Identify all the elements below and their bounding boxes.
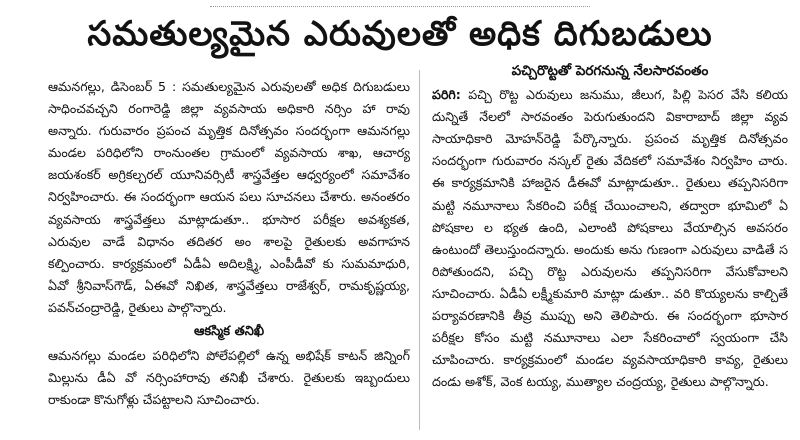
right-paragraph-1 bbox=[432, 84, 788, 393]
left-column bbox=[48, 76, 410, 411]
left-subhead: ఆకస్మిక తనిఖీ bbox=[193, 324, 265, 340]
dateline: ఆమనగల్లు, డిసెంబర్ 5 : bbox=[48, 79, 177, 94]
left-paragraph-2: ఆమనగల్లు మండల పరిధిలోని పోలేపల్లిలో ఉన్న అభిషేక్ కాటన్ జిన్నింగ్ మిల్లును డీఏ వో నర్సింహారావు తనిఖీ చేశారు. రైతులకు ఇబ్బందులు రాకుండా కొనుగోళ్లు చేపట్టాలని సూచించారు. bbox=[48, 348, 410, 408]
left-paragraph-1-text: సమతుల్యమైన ఎరువులతో అధిక దిగుబడులు సాధించవచ్చని రంగారెడ్డి జిల్లా వ్యవసాయ అధికారి నర్సిం హా రావు అన్నారు. గురువారం ప్రపంచ మృత్తిక దినోత్సవం సందర్భంగా ఆమనగల్లు మండల పరిధిలోని రాంనుంతల గ్రామంలో వ్యవసాయ శాఖ, ఆచార్య జయశంకర్ అగ్రికల్చరల్ యూనివర్సిటీ శాస్త్రవేత్తల ఆధ్వర్యంలో సమావేశం నిర్వహించారు. ఈ సందర్భంగా ఆయన పలు సూచనలు చేశారు. అనంతరం వ్యవసాయ శాస్త్రవేత్తలు మాట్లాడుతూ.. భూసార పరీక్షల అవశ్యకత, ఎరువుల వాడే విధానం తదితర అం శాలపై రైతులకు అవగాహన కల్పించారు. కార్యక్రమంలో ఏడీఏ అదిలక్ష్మి, ఎంపీడీవో కు సుమమాధురి, ఏవో శ్రీనివాస్‌గౌడ్, ఏఈవో నిఖిత, శాస్త్రవేత్తలు రాజేశ్వర్, రామకృష్ణయ్య, పవన్‌చంద్రారెడ్డి, రైతులు పాల్గొన్నారు. bbox=[48, 79, 410, 315]
right-kicker: పరిగి: bbox=[432, 87, 461, 103]
left-paragraph-1 bbox=[48, 76, 410, 319]
column-divider bbox=[419, 70, 420, 430]
right-paragraph-1-text: పచ్చి రొట్ట ఎరువులు జనుము, జీలుగ, పిల్లి పెసర వేసి కలియ దున్నితే నేలలో సారవంతం పెరుగుతుందని వికారాబాద్ జిల్లా వ్యవ సాయాధికారి మోహన్‌రెడ్డి పేర్కొన్నారు. ప్రపంచ మృత్తిక దినోత్సవం సందర్భంగా గురువారం నస్కల్ రైతు వేదికలో సమావేశం నిర్వహిం చారు. ఈ కార్యక్రమానికి హాజరైన డీఈవో మాట్లాడుతూ.. రైతులు తప్పనిసరిగా మట్టి నమూనాలు సేకరించి పరీక్ష చేయించాలని, తద్వారా భూమిలో ఏ పోషకాల ల భ్యత ఉంది, ఎలాంటి పోషకాలు వేయాల్సిన అవసరం ఉంటుందో తెలుస్తుందన్నారు. అందుకు అను గుణంగా ఎరువులు వాడితే స రిపోతుందని, పచ్చి రొట్ట ఎరువులను తప్పనిసరిగా వేసుకోవాలని సూచించారు. ఏడీఏ లక్ష్మీకుమారి మాట్లా డుతూ.. వరి కొయ్యలను కాల్చితే పర్యావరణానికి తీవ్ర ముప్పు అని తెలిపారు. ఈ సందర్భంగా భూసార పరీక్షల కోసం మట్టి నమూనాలు ఎలా సేకరించాలో స్వయంగా చేసి చూపించారు. కార్యక్రమంలో మండల వ్యవసాయాధికారి కావ్య, రైతులు దండు అశోక్, వెంక టయ్య, ముత్యాల చంద్రయ్య, రైతులు పాల్గొన్నారు. bbox=[432, 87, 788, 390]
headline: సమతుల్యమైన ఎరువులతో అధిక దిగుబడులు bbox=[87, 14, 713, 54]
top-cut-edge bbox=[210, 0, 590, 7]
right-subhead: పచ్చిరొట్టతో పెరగనున్న నేలసారవంతం bbox=[511, 63, 709, 79]
right-column bbox=[432, 60, 788, 393]
